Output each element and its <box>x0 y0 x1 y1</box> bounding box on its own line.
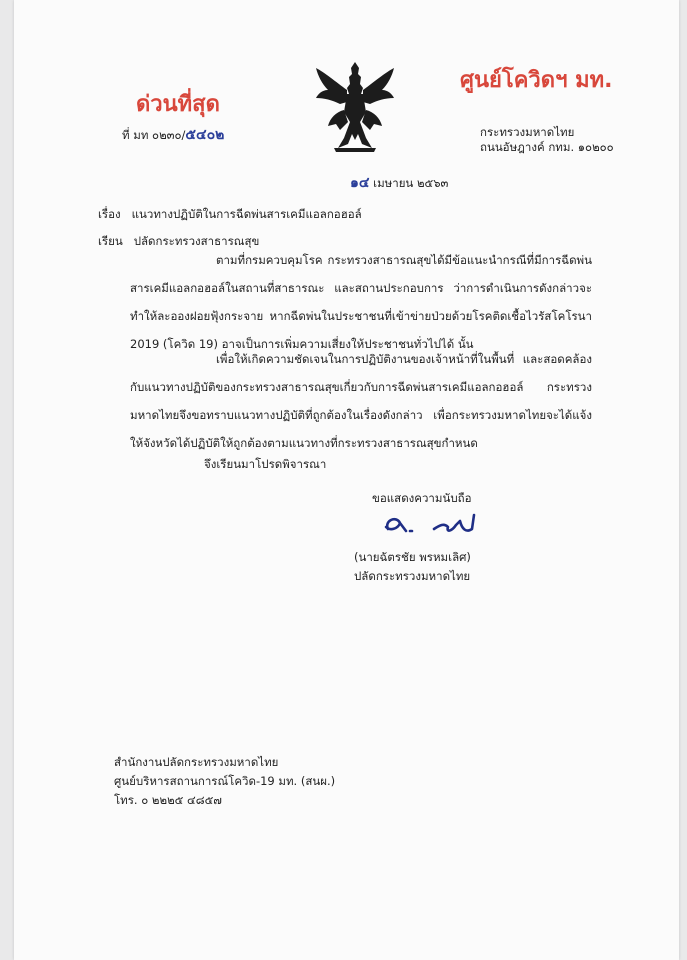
document-number-prefix: ที่ มท ๐๒๓๐/ <box>122 128 186 142</box>
covid-center-stamp: ศูนย์โควิดฯ มท. <box>460 68 613 93</box>
footer-contact <box>114 753 335 810</box>
closing-request: จึงเรียนมาโปรดพิจารณา <box>204 457 327 471</box>
ministry-address: ถนนอัษฎางค์ กทม. ๑๐๒๐๐ <box>480 140 614 154</box>
document-number <box>122 128 224 143</box>
subject-line <box>98 207 362 222</box>
ministry-name: กระทรวงมหาดไทย <box>480 125 575 139</box>
letter-date <box>350 176 448 191</box>
body-paragraph-2: เพื่อให้เกิดความชัดเจนในการปฏิบัติงานของเจ้าหน้าที่ในพื้นที่ และสอดคล้องกับแนวทางปฏิบัติของกระทรวงสาธารณสุขเกี่ยวกับการฉีดพ่นสารเคมีแอลกอฮอล์ กระทรวงมหาดไทยจึงขอทราบแนวทางปฏิบัติที่ถูกต้องในเรื่องดังกล่าว เพื่อกระทรวงมหาดไทยจะได้แจ้งให้จังหวัดได้ปฏิบัติให้ถูกต้องตามแนวทางที่กระทรวงสาธารณสุขกำหนด <box>130 352 592 450</box>
signatory-block <box>354 550 471 584</box>
signatory-name: (นายฉัตรชัย พรหมเลิศ) <box>354 550 471 564</box>
ministry-address-block <box>480 125 614 155</box>
footer-office: สำนักงานปลัดกระทรวงมหาดไทย <box>114 755 279 769</box>
subject-text: แนวทางปฏิบัติในการฉีดพ่นสารเคมีแอลกอฮอล์ <box>131 207 362 221</box>
recipient-text: ปลัดกระทรวงสาธารณสุข <box>133 234 260 248</box>
garuda-emblem-icon <box>314 60 396 155</box>
footer-center: ศูนย์บริหารสถานการณ์โควิด-19 มท. (สนผ.) <box>114 774 336 788</box>
letter-page <box>14 0 679 960</box>
urgency-stamp: ด่วนที่สุด <box>136 92 220 117</box>
date-month-year: เมษายน ๒๕๖๓ <box>373 176 449 190</box>
recipient-label: เรียน <box>98 234 123 248</box>
signatory-position: ปลัดกระทรวงมหาดไทย <box>354 569 471 583</box>
subject-label: เรื่อง <box>98 207 121 221</box>
footer-phone: โทร. ๐ ๒๒๒๕ ๔๘๕๗ <box>114 793 222 807</box>
body-paragraph-1: ตามที่กรมควบคุมโรค กระทรวงสาธารณสุขได้มีข้อแนะนำกรณีที่มีการฉีดพ่นสารเคมีแอลกอฮอล์ในสถานที่สาธารณะ และสถานประกอบการ ว่าการดำเนินการดังกล่าวจะทำให้ละอองฝอยฟุ้งกระจาย หากฉีดพ่นในประชาชนที่เข้าข่ายป่วยด้วยโรคติดเชื้อไวรัสโคโรนา 2019 (โควิด 19) อาจเป็นการเพิ่มความเสี่ยงให้ประชาชนทั่วไปได้ นั้น <box>130 253 592 351</box>
signature-icon <box>376 507 496 547</box>
document-number-handwritten: ๕๔๐๒ <box>185 127 225 143</box>
date-day-handwritten: ๑๔ <box>350 175 370 191</box>
closing-salutation: ขอแสดงความนับถือ <box>372 491 472 505</box>
